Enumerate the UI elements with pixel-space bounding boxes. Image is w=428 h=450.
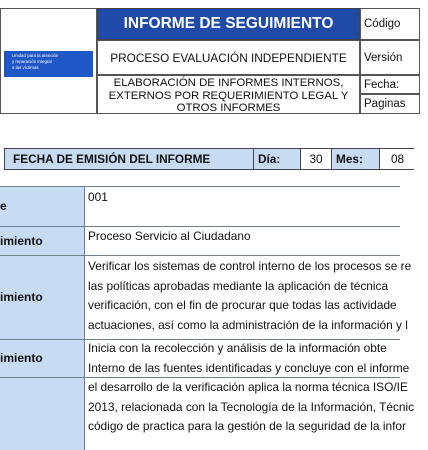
emission-date-bar xyxy=(4,148,414,170)
row-content xyxy=(88,378,428,437)
row-label: e xyxy=(0,199,7,213)
row-content xyxy=(88,339,428,378)
elaboration-title xyxy=(97,75,360,114)
elaboration-line: EXTERNOS POR REQUERIMIENTO LEGAL Y xyxy=(108,89,349,102)
row-label: imiento xyxy=(0,290,43,304)
row-content xyxy=(88,188,428,208)
content-line: actuaciones, así como la administración de la información y l xyxy=(88,317,408,332)
content-line: Verificar los sistemas de control interno de los procesos se re xyxy=(88,259,412,273)
row-label xyxy=(0,377,84,450)
content-line: verificación, con el fin de procurar que todas las actividade xyxy=(88,298,397,312)
logo-line: a las víctimas xyxy=(12,65,39,70)
content-line: 2013, relacionada con la Tecnología de la Información, Técnic xyxy=(88,399,415,414)
logo xyxy=(4,51,93,77)
row-content xyxy=(88,257,428,335)
content-line: Proceso Servicio al Ciudadano xyxy=(88,229,251,243)
meta-paginas: Paginas xyxy=(360,94,420,114)
content-line: Interno de las fuentes identificadas y concluye con el informe xyxy=(88,360,410,375)
content-line: 001 xyxy=(88,190,108,204)
row-label: imiento xyxy=(0,351,43,365)
logo-line: Unidad para la atención xyxy=(12,53,59,58)
content-line: Inicia con la recolección y análisis de la información obte xyxy=(88,341,387,355)
month-value: 08 xyxy=(379,149,415,169)
meta-codigo: Código xyxy=(360,8,420,40)
document-title: INFORME DE SEGUIMIENTO xyxy=(97,8,360,40)
content-line: las políticas aprobadas mediante la aplicación de técnica xyxy=(88,278,389,293)
meta-fecha: Fecha: xyxy=(360,75,420,94)
content-line: el desarrollo de la verificación aplica la norma técnica ISO/IE xyxy=(88,380,408,394)
day-value: 30 xyxy=(300,149,331,169)
logo-line: y reparación integral xyxy=(12,59,52,64)
row-content xyxy=(88,227,428,247)
process-name: PROCESO EVALUACIÓN INDEPENDIENTE xyxy=(97,40,360,75)
meta-version: Versión xyxy=(360,40,420,75)
day-label: Día: xyxy=(253,149,300,169)
elaboration-line: ELABORACIÓN DE INFORMES INTERNOS, xyxy=(113,77,344,89)
elaboration-line: OTROS INFORMES xyxy=(176,102,281,114)
content-line: código de practica para la gestión de la seguridad de la infor xyxy=(88,419,406,433)
emission-date-label: FECHA DE EMISIÓN DEL INFORME xyxy=(13,152,211,166)
row-label: imiento xyxy=(0,233,43,248)
month-label: Mes: xyxy=(331,149,379,169)
